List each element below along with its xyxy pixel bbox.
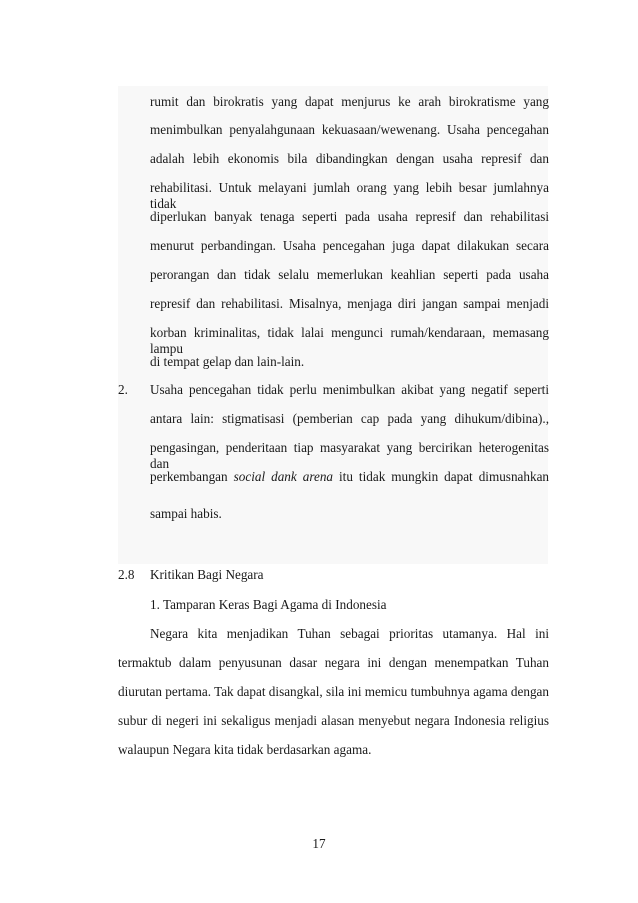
section-number: 2.8 bbox=[118, 567, 135, 582]
text-line: Negara kita menjadikan Tuhan sebagai prioritas utamanya. Hal ini bbox=[150, 626, 549, 641]
text-line: korban kriminalitas, tidak lalai mengunci rumah/kendaraan, memasang lampu bbox=[150, 325, 549, 356]
text-span: itu tidak mungkin dapat dimusnahkan bbox=[339, 469, 550, 484]
subheading: 1. Tamparan Keras Bagi Agama di Indonesia bbox=[150, 597, 387, 612]
text-line: diperlukan banyak tenaga seperti pada usaha represif dan rehabilitasi bbox=[150, 209, 549, 224]
text-line: menimbulkan penyalahgunaan kekuasaan/wewenang. Usaha pencegahan bbox=[150, 122, 549, 137]
text-line: di tempat gelap dan lain-lain. bbox=[150, 354, 305, 369]
text-line: perorangan dan tidak selalu memerlukan keahlian seperti pada usaha bbox=[150, 267, 549, 282]
text-line-with-italic bbox=[150, 469, 549, 485]
text-line: Usaha pencegahan tidak perlu menimbulkan akibat yang negatif seperti bbox=[150, 382, 549, 397]
text-line: pengasingan, penderitaan tiap masyarakat yang bercirikan heterogenitas dan bbox=[150, 440, 549, 471]
text-line: menurut perbandingan. Usaha pencegahan juga dapat dilakukan secara bbox=[150, 238, 549, 253]
text-line: rehabilitasi. Untuk melayani jumlah orang yang lebih besar jumlahnya tidak bbox=[150, 180, 549, 211]
text-span: perkembangan bbox=[150, 469, 228, 484]
text-line: rumit dan birokratis yang dapat menjurus ke arah birokratisme yang bbox=[150, 94, 549, 109]
section-title: Kritikan Bagi Negara bbox=[150, 567, 264, 582]
page-number: 17 bbox=[312, 836, 326, 851]
italic-phrase: social dank arena bbox=[233, 469, 334, 484]
text-line: diurutan pertama. Tak dapat disangkal, sila ini memicu tumbuhnya agama dengan bbox=[118, 684, 549, 699]
text-line: adalah lebih ekonomis bila dibandingkan dengan usaha represif dan bbox=[150, 151, 549, 166]
text-line: sampai habis. bbox=[150, 506, 222, 521]
text-line: walaupun Negara kita tidak berdasarkan agama. bbox=[118, 742, 372, 757]
text-line: subur di negeri ini sekaligus menjadi alasan menyebut negara Indonesia religius bbox=[118, 713, 549, 728]
text-line: termaktub dalam penyusunan dasar negara ini dengan menempatkan Tuhan bbox=[118, 655, 549, 670]
list-number: 2. bbox=[118, 382, 128, 397]
text-line: antara lain: stigmatisasi (pemberian cap pada yang dihukum/dibina)., bbox=[150, 411, 549, 426]
text-line: represif dan rehabilitasi. Misalnya, menjaga diri jangan sampai menjadi bbox=[150, 296, 549, 311]
